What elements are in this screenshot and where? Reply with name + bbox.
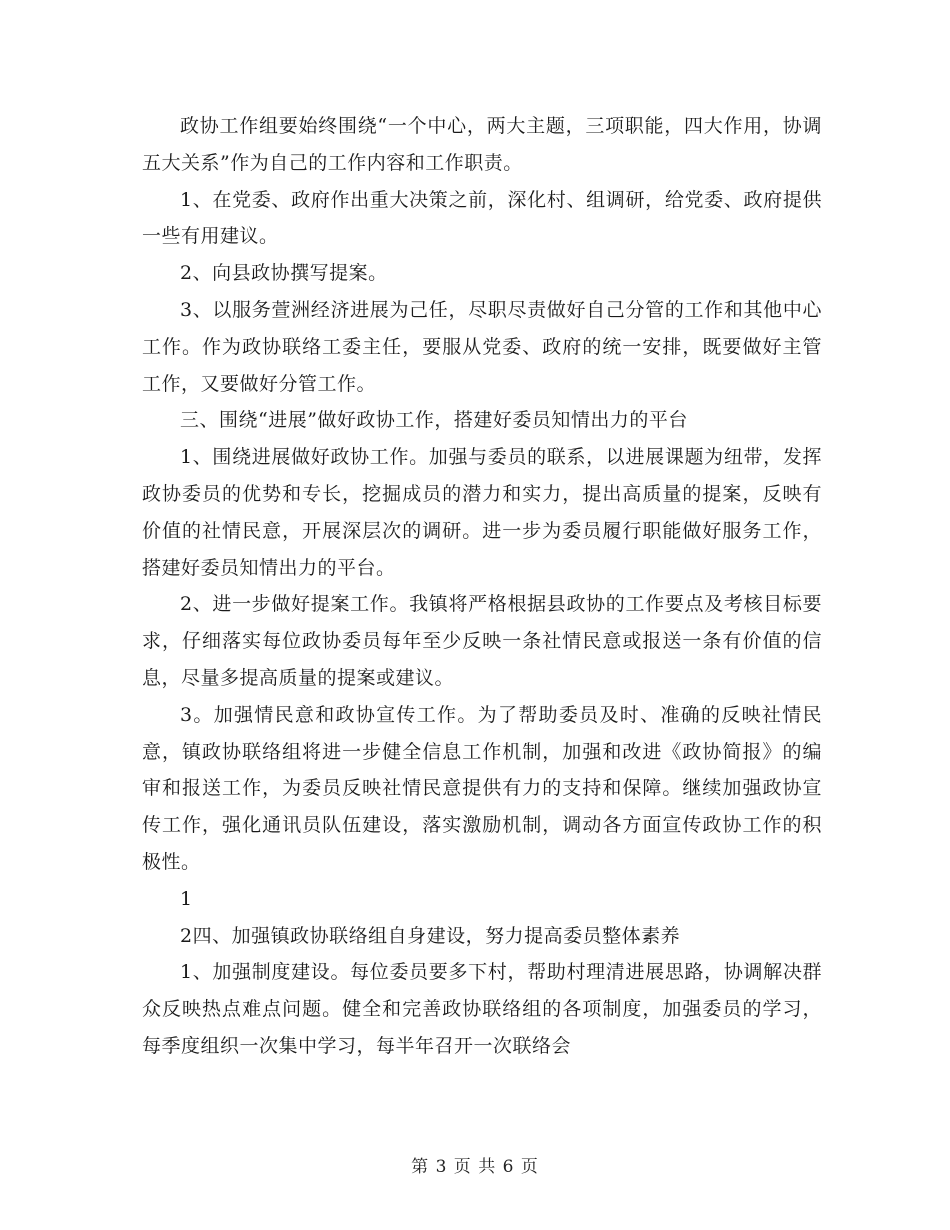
page-number-footer: 第 3 页 共 6 页	[411, 1157, 539, 1177]
paragraph: 1、在党委、政府作出重大决策之前，深化村、组调研，给党委、政府提供一些有用建议。	[142, 188, 822, 248]
paragraph: 1、围绕进展做好政协工作。加强与委员的联系，以进展课题为纽带，发挥政协委员的优势和专长，挖掘成员的潜力和实力，提出高质量的提案，反映有价值的社情民意，开展深层次的调研。进一步为委员履行职能做好服务工作，搭建好委员知情出力的平台。	[142, 446, 822, 579]
paragraph: 2、进一步做好提案工作。我镇将严格根据县政协的工作要点及考核目标要求，仔细落实每位政协委员每年至少反映一条社情民意或报送一条有价值的信息，尽量多提高质量的提案或建议。	[142, 593, 822, 689]
document-body	[142, 108, 822, 1065]
section-heading: 2四、加强镇政协联络组自身建设，努力提高委员整体素养	[180, 924, 681, 947]
section-heading: 三、围绕“进展”做好政协工作，搭建好委员知情出力的平台	[180, 409, 688, 432]
paragraph: 3、以服务萱洲经济进展为己任，尽职尽责做好自己分管的工作和其他中心工作。作为政协联络工委主任，要服从党委、政府的统一安排，既要做好主管工作，又要做好分管工作。	[142, 298, 822, 395]
paragraph: 政协工作组要始终围绕“一个中心，两大主题，三项职能，四大作用，协调五大关系”作为自己的工作内容和工作职责。	[142, 115, 822, 174]
paragraph: 1、加强制度建设。每位委员要多下村，帮助村理清进展思路，协调解决群众反映热点难点问题。健全和完善政协联络组的各项制度，加强委员的学习，每季度组织一次集中学习，每半年召开一次联络会	[142, 961, 822, 1057]
paragraph: 2、向县政协撰写提案。	[180, 262, 388, 285]
stray-number: 1	[180, 887, 193, 910]
paragraph: 3。加强情民意和政协宣传工作。为了帮助委员及时、准确的反映社情民意，镇政协联络组将进一步健全信息工作机制，加强和改进《政协简报》的编审和报送工作，为委员反映社情民意提供有力的支持和保障。继续加强政协宣传工作，强化通讯员队伍建设，落实激励机制，调动各方面宣传政协工作的积极性。	[142, 703, 822, 873]
